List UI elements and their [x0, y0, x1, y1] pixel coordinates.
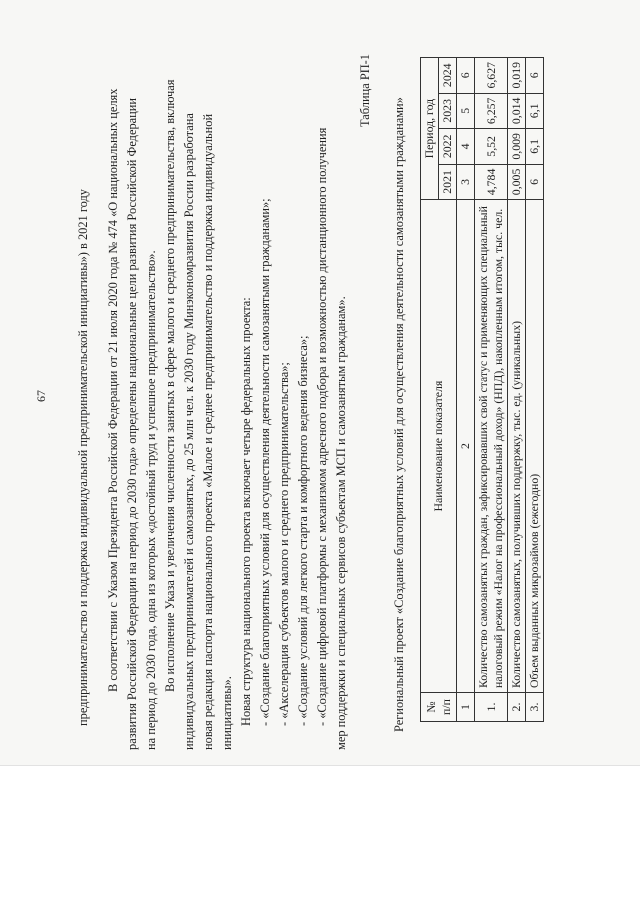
year-cell: 2022	[439, 129, 457, 165]
colnum-cell: 6	[457, 58, 475, 94]
paragraph-line: предпринимательство и поддержка индивидуальной предпринимательской инициативы») в 2021 году	[76, 189, 90, 726]
year-cell: 2021	[439, 164, 457, 200]
list-item: - «Создание цифровой платформы с механизмом адресного подбора и возможностью дистанционного получения	[315, 127, 329, 726]
row-value: 6,1	[526, 129, 544, 165]
row-num: 1.	[475, 693, 508, 722]
page-number: 67	[34, 390, 48, 402]
row-value: 6,257	[475, 93, 508, 129]
colnum-cell: 3	[457, 164, 475, 200]
paragraph-line: индивидуальных предпринимателей и самозанятых, до 25 млн чел. к 2030 году Минэкономразвития России разработана	[182, 113, 196, 750]
row-value: 6	[526, 164, 544, 200]
rotated-page-content	[20, 2, 620, 762]
row-num: 3.	[526, 693, 544, 722]
table-row	[508, 58, 526, 722]
row-name: Количество самозанятых граждан, зафиксировавших свой статус и применяющих специальный налоговый режим «Налог на профессиональный доход» (НПД), накопленным итогом, тыс. чел.	[475, 200, 508, 693]
table-row	[475, 58, 508, 722]
row-num: 2.	[508, 693, 526, 722]
list-item: - «Создание благоприятных условий для осуществления деятельности самозанятыми гражданами»;	[258, 198, 272, 726]
row-value: 0,019	[508, 58, 526, 94]
row-value: 0,014	[508, 93, 526, 129]
colnum-cell: 4	[457, 129, 475, 165]
row-value: 5,52	[475, 129, 508, 165]
table-colnum-row	[457, 58, 475, 722]
row-name: Количество самозанятых, получивших поддержку, тыс. ед. (уникальных)	[508, 200, 526, 693]
list-item-continuation: мер поддержки и специальных сервисов субъектам МСП и самозанятым гражданам».	[334, 296, 348, 750]
indicators-table	[420, 57, 544, 722]
row-name: Объем выданных микрозаймов (ежегодно)	[526, 200, 544, 693]
row-value: 0,009	[508, 129, 526, 165]
paragraph-line: новая редакция паспорта национального проекта «Малое и среднее предпринимательство и поддержка индивидуальной	[201, 113, 215, 750]
paragraph-line: развития Российской Федерации на период до 2030 года» определены национальные цели развития Российской Федерации	[125, 97, 139, 750]
paragraph-line: инициативы».	[220, 676, 234, 750]
table-caption: Региональный проект «Создание благоприятных условий для осуществления деятельности самозанятыми гражданами»	[392, 97, 406, 732]
table-row	[526, 58, 544, 722]
list-item: - «Создание условий для легкого старта и комфортного ведения бизнеса»;	[296, 335, 310, 726]
list-item: - «Акселерация субъектов малого и среднего предпринимательства»;	[277, 362, 291, 726]
colnum-cell: 2	[457, 200, 475, 693]
header-num: № п/п	[421, 693, 457, 722]
header-name: Наименование показателя	[421, 200, 457, 693]
paragraph-line: В соответствии с Указом Президента Российской Федерации от 21 июля 2020 года № 474 «О национальных целях	[106, 88, 120, 692]
row-value: 6,627	[475, 58, 508, 94]
header-period: Период, год	[421, 58, 439, 200]
year-cell: 2024	[439, 58, 457, 94]
row-value: 0,005	[508, 164, 526, 200]
year-cell: 2023	[439, 93, 457, 129]
row-value: 6,1	[526, 93, 544, 129]
table-header-row	[421, 58, 439, 722]
colnum-cell: 1	[457, 693, 475, 722]
row-value: 4,784	[475, 164, 508, 200]
paragraph-line: на период до 2030 года, одна из которых «достойный труд и успешное предпринимательство».	[144, 250, 158, 750]
colnum-cell: 5	[457, 93, 475, 129]
table-label: Таблица РП-1	[358, 54, 372, 127]
paragraph-line: Новая структура национального проекта включает четыре федеральных проекта:	[239, 297, 253, 726]
paragraph-line: Во исполнение Указа и увеличения численности занятых в сфере малого и среднего предпринимательства, включая	[163, 79, 177, 692]
row-value: 6	[526, 58, 544, 94]
